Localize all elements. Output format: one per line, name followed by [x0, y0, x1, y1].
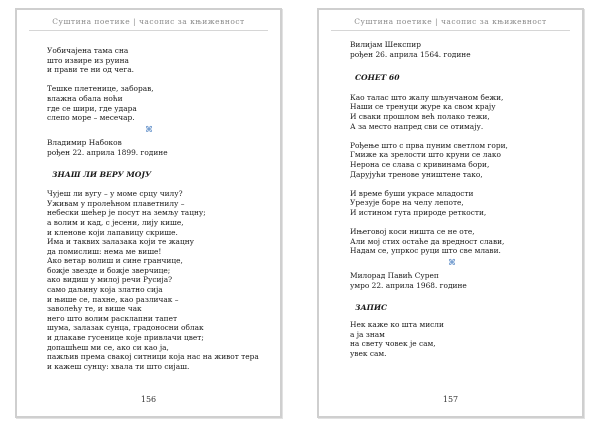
left-page [15, 8, 282, 418]
poem-line: слепо море – месечар. [47, 113, 135, 123]
poem-line: Надам се, упркос руци што све млави. [350, 246, 501, 256]
right-page-body [319, 40, 582, 368]
poem-line: а ја знам [350, 329, 385, 339]
poem-line: Рођење што с прва пуним светлом гори, [350, 140, 508, 150]
poem-line: а волим и кад, с јесени, лију кише, [47, 217, 184, 227]
author-dates: рођен 22. априла 1899. године [47, 147, 168, 157]
poem-line: Уживам у пролећном плаветнилу – [47, 198, 185, 208]
poem-line: небески шећер је посут на земљу тацну; [47, 208, 206, 218]
poem-line: Нек каже ко шта мисли [350, 320, 444, 330]
poem-line: и прави те ни од чега. [47, 65, 135, 75]
author-name: Вилијам Шекспир [350, 40, 421, 49]
poem-line: Наши се тренуци журе ка свом крају [350, 102, 496, 112]
poem-line: ако видиш у милој речи Русија? [47, 275, 173, 285]
poem-line: на свету човек је сам, [350, 339, 436, 349]
poem-line: и њише се, пахне, као различак – [47, 294, 179, 304]
poem-title: ЗАПИС [355, 302, 388, 312]
poem-line: Дарујући тренове уништене тако, [350, 169, 483, 179]
poem-line: и кленове који лапавицу скрише. [47, 227, 178, 237]
author-block [350, 271, 570, 290]
intro-stanza [47, 46, 268, 75]
sonnet-stanza [350, 93, 570, 131]
poem-line: заволећу те, и више чак [47, 304, 142, 314]
page-number: 156 [140, 395, 157, 404]
poem-line: Нерона се слава с кривинама бори, [350, 159, 490, 169]
poem-line: Тешке плетенице, заборав, [47, 84, 154, 94]
poem-line: допашћеш ми се, ако си као ја, [47, 342, 169, 352]
poem-line: да помислиш: нема ме више! [47, 246, 162, 256]
author-block [350, 40, 570, 59]
poem-line: шума, залазак сунца, градоносни облак [47, 323, 204, 333]
author-dates: рођен 26. априла 1564. године [350, 49, 471, 59]
poem-line: влажна обала ноћи [47, 93, 123, 103]
ornament-icon: ⌘ [145, 125, 153, 135]
sonnet-stanza [350, 227, 570, 256]
header-rule [29, 30, 268, 31]
poem-line: само даљину која златно сија [47, 285, 163, 295]
poem-line: Али мој стих остаће да вредност слави, [350, 236, 505, 246]
poem-line: и кажеш сунцу: хвала ти што сијаш. [47, 361, 190, 371]
ornament-icon: ⌘ [448, 258, 456, 268]
poem-line: Гмиже ка зрелости што круни се лако [350, 150, 501, 160]
poem-line: Чујеш ли вугу – у моме срцу чилу? [47, 189, 183, 199]
poem-line: Има и таквих залазака који те жацну [47, 237, 194, 247]
poem-line: где се шири, где удара [47, 103, 137, 113]
poem-body [47, 189, 268, 371]
intro-stanza [47, 84, 268, 122]
poem-line: увек сам. [350, 349, 387, 359]
author-dates: умро 22. априла 1968. године [350, 281, 467, 291]
sonnet-title: СОНЕТ 60 [355, 73, 400, 83]
sonnet-stanza [350, 189, 570, 218]
poem-line: Ињеговој коси ништа се не оте, [350, 227, 475, 237]
poem-line: И истином гута природе реткости, [350, 207, 487, 217]
running-head: Суштина поетике | часопис за књижевност [354, 17, 547, 26]
poem-line: него што волим расклапни тапет [47, 313, 178, 323]
poem-line: пажљив према свакој ситници која нас на живот тера [47, 352, 259, 362]
poem-body [350, 320, 570, 358]
sonnet-stanza [350, 141, 570, 179]
author-name: Владимир Набоков [47, 138, 122, 148]
header-rule [331, 30, 570, 31]
poem-line: И сваки прошлом већ полако тежи, [350, 111, 490, 121]
poem-line: што извире из руина [47, 55, 129, 65]
author-block [47, 138, 268, 157]
left-page-body [17, 46, 280, 381]
poem-line: и длакаве гусенице које привлачи цвет; [47, 333, 204, 343]
page-number: 157 [442, 395, 459, 404]
poem-line: Ако ветар волиш и сине гранчице, [47, 256, 183, 266]
author-name: Милорад Павић Суреп [350, 271, 439, 281]
poem-line: И време буши украсе младости [350, 188, 474, 198]
poem-title: ЗНАШ ЛИ ВЕРУ МОЈУ [52, 169, 152, 179]
running-head: Суштина поетике | часопис за књижевност [52, 17, 245, 26]
poem-line: Као талас што жалу шљунчаном бежи, [350, 92, 504, 102]
poem-line: А за место напред сви се отимају. [350, 121, 484, 131]
poem-line: Урезује боре на челу лепоте, [350, 198, 464, 208]
right-page [317, 8, 584, 418]
poem-line: божје звезде и божје зверчице; [47, 265, 171, 275]
poem-line: Уобичајена тама сна [47, 46, 129, 55]
